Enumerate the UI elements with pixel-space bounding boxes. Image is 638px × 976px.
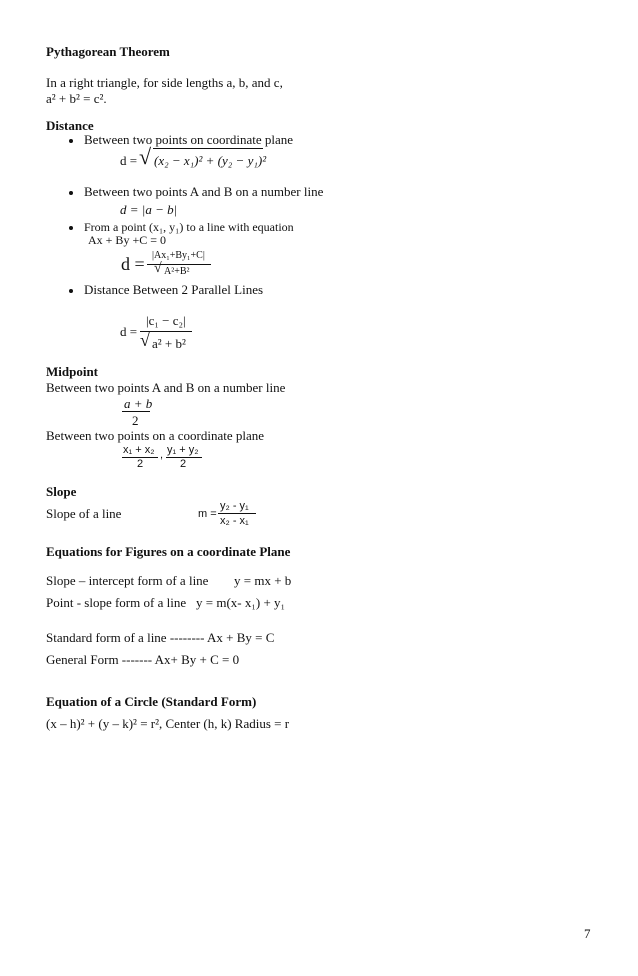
distance-formula-prefix: d = (120, 153, 138, 168)
sqrt-icon: √ (140, 330, 150, 350)
parallel-numerator: |c₁ − c₂| (146, 313, 186, 328)
sqrt-icon: √ (139, 144, 152, 169)
midpoint-coord-denominator-x: 2 (137, 458, 144, 470)
fraction-line (218, 513, 256, 514)
distance-bullet3-line1: From a point (x₁, y₁) to a line with equation (84, 220, 294, 234)
bullet-icon (69, 139, 73, 143)
general-form: General Form ------- Ax+ By + C = 0 (46, 652, 240, 667)
page-number: 7 (584, 926, 591, 941)
slope-intercept-formula: y = mx + b (234, 573, 292, 588)
slope-denominator: x₂ - x₁ (220, 515, 249, 527)
slope-label: Slope of a line (46, 506, 122, 521)
midpoint-heading: Midpoint (46, 364, 99, 379)
midpoint-numberline-denominator: 2 (132, 413, 139, 428)
distance-heading: Distance (46, 118, 94, 133)
distance-numberline-formula: d = |a − b| (120, 202, 178, 217)
distance-bullet3-line2: Ax + By +C = 0 (88, 233, 166, 247)
slope-heading: Slope (46, 484, 77, 499)
bullet-icon (69, 226, 73, 230)
standard-form: Standard form of a line -------- Ax + By = C (46, 630, 275, 645)
bullet-icon (69, 289, 73, 293)
midpoint-coord-comma: , (160, 449, 164, 461)
point-slope-label: Point - slope form of a line (46, 595, 187, 610)
circle-heading: Equation of a Circle (Standard Form) (46, 694, 257, 709)
point-line-d: d = (121, 254, 145, 274)
slope-numerator: y₂ - y₁ (220, 500, 249, 512)
pythagorean-heading: Pythagorean Theorem (46, 44, 170, 59)
sqrt-bar (153, 148, 263, 149)
slope-m: m = (198, 508, 217, 520)
midpoint-coord-text: Between two points on a coordinate plane (46, 428, 265, 443)
midpoint-coord-numerator-y: y₁ + y₂ (167, 444, 199, 456)
sqrt-icon: √ (154, 261, 162, 276)
midpoint-numberline-text: Between two points A and B on a number line (46, 380, 286, 395)
midpoint-coord-denominator-y: 2 (180, 458, 187, 470)
distance-formula-expression: (x₂ − x₁)² + (y₂ − y₁)² (154, 153, 267, 168)
equations-heading: Equations for Figures on a coordinate Plane (46, 544, 291, 559)
fraction-line (122, 411, 150, 412)
midpoint-coord-numerator-x: x₁ + x₂ (123, 444, 155, 456)
distance-bullet4-text: Distance Between 2 Parallel Lines (84, 282, 264, 297)
circle-formula: (x – h)² + (y – k)² = r², Center (h, k) Radius = r (46, 716, 290, 731)
distance-bullet1-text: Between two points on coordinate plane (84, 132, 294, 147)
point-line-denominator: A²+B² (164, 266, 190, 277)
bullet-icon (69, 191, 73, 195)
point-line-numerator: |Ax₁+By₁+C| (152, 250, 205, 261)
distance-bullet2-text: Between two points A and B on a number line (84, 184, 324, 199)
pythagorean-text: In a right triangle, for side lengths a, b, and c, (46, 75, 283, 90)
midpoint-numberline-numerator: a + b (124, 396, 153, 411)
parallel-denominator: a² + b² (152, 336, 186, 351)
point-slope-formula: y = m(x- x₁) + y₁ (196, 595, 286, 610)
pythagorean-formula: a² + b² = c². (46, 91, 107, 106)
slope-intercept-label: Slope – intercept form of a line (46, 573, 209, 588)
parallel-d: d = (120, 324, 138, 339)
